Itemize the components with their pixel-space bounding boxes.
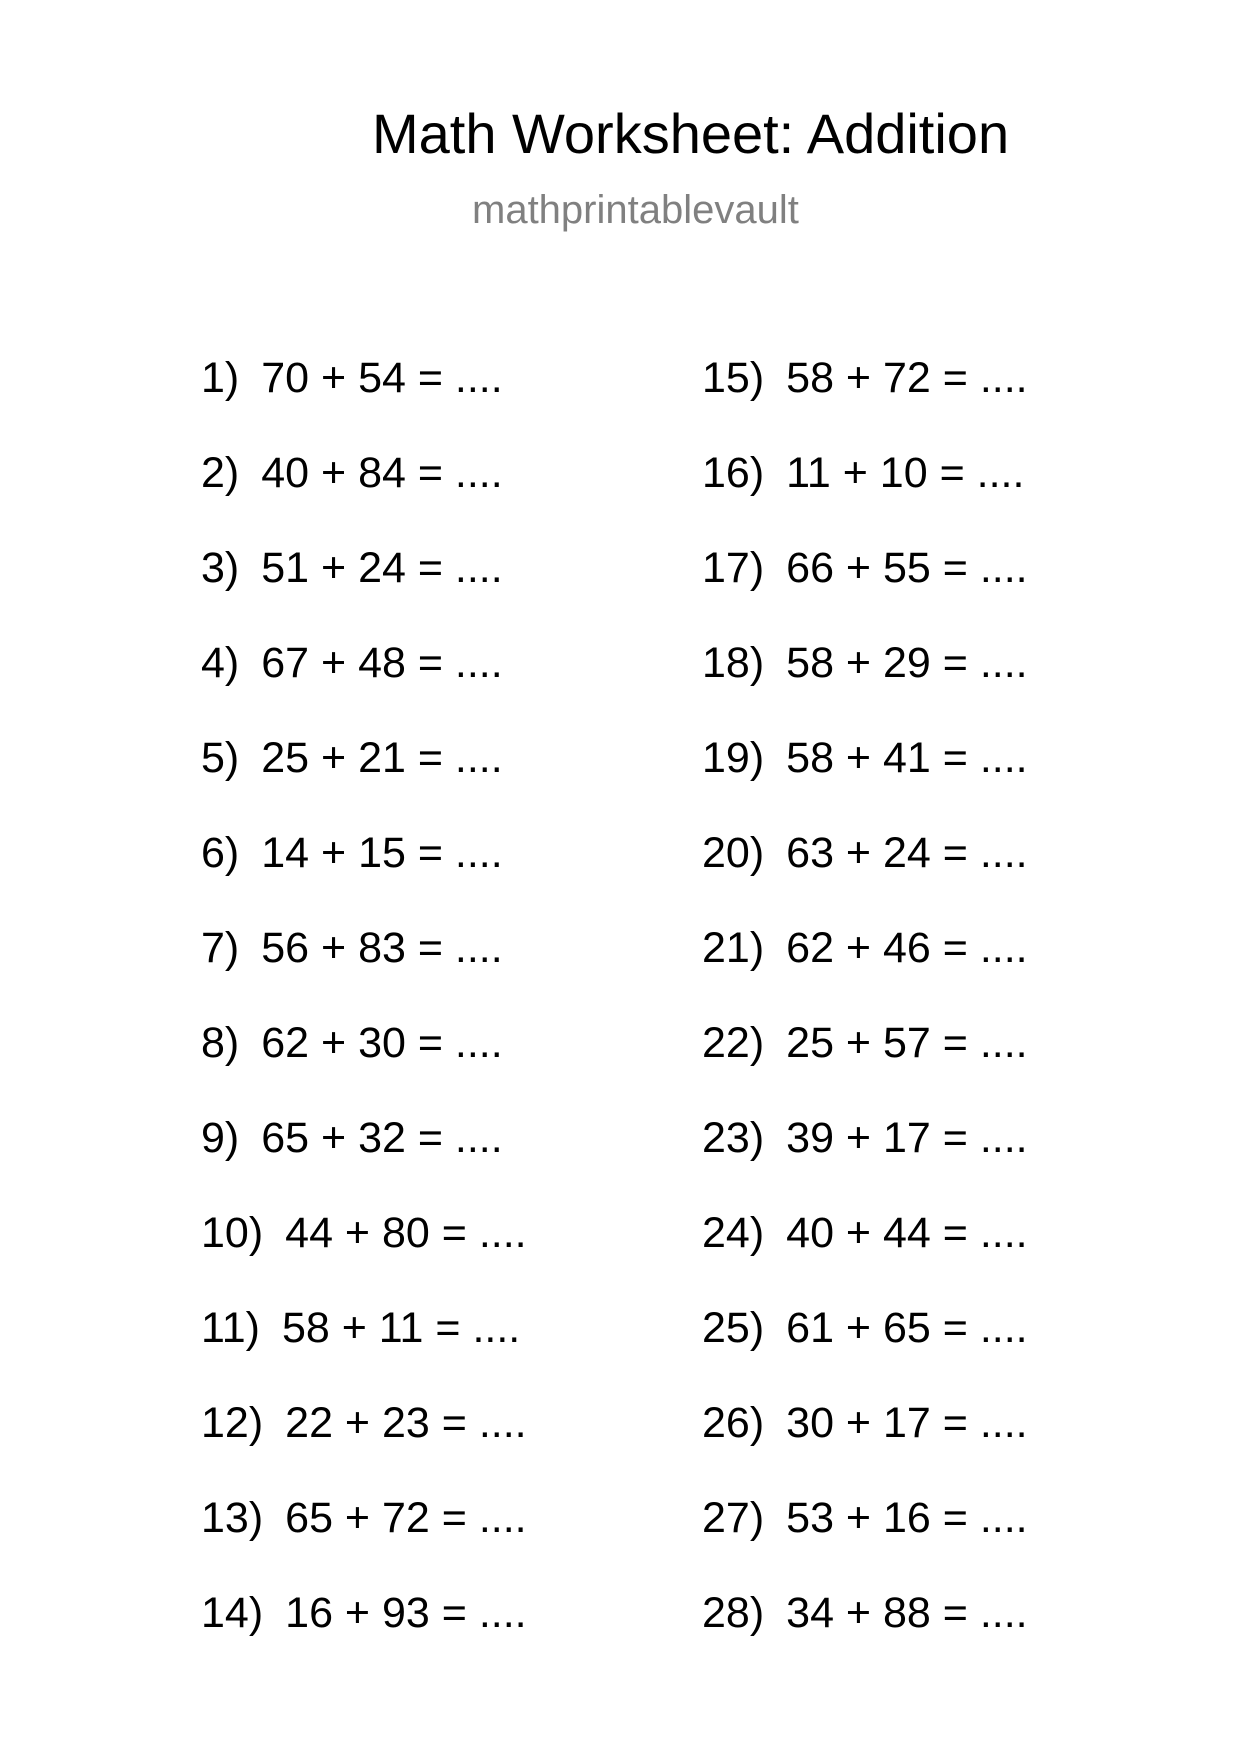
problem-number: 9) (201, 1114, 240, 1162)
problem-number: 8) (201, 1019, 240, 1067)
problem-item (201, 918, 527, 1013)
problem-expression: 16 + 93 = .... (285, 1589, 527, 1637)
problem-number: 6) (201, 829, 240, 877)
problem-number: 25) (702, 1304, 765, 1352)
problem-item (201, 728, 527, 823)
page-title: Math Worksheet: Addition (372, 102, 1010, 165)
problem-number: 28) (702, 1589, 765, 1637)
problem-expression: 25 + 57 = .... (786, 1019, 1028, 1067)
problem-number: 18) (702, 639, 765, 687)
problem-item (702, 1393, 1028, 1488)
problem-number: 24) (702, 1209, 765, 1257)
problem-item (702, 348, 1028, 443)
problem-expression: 63 + 24 = .... (786, 829, 1028, 877)
problem-number: 12) (201, 1399, 264, 1447)
problem-expression: 58 + 72 = .... (786, 354, 1028, 402)
problem-expression: 39 + 17 = .... (786, 1114, 1028, 1162)
problem-item (702, 443, 1028, 538)
problem-expression: 53 + 16 = .... (786, 1494, 1028, 1542)
problem-expression: 44 + 80 = .... (285, 1209, 527, 1257)
problem-item (702, 1013, 1028, 1108)
problem-item (201, 1488, 527, 1583)
problem-number: 20) (702, 829, 765, 877)
problem-number: 23) (702, 1114, 765, 1162)
problem-item (201, 1583, 527, 1678)
problem-expression: 25 + 21 = .... (261, 734, 503, 782)
problem-expression: 14 + 15 = .... (261, 829, 503, 877)
problem-item (201, 348, 527, 443)
problem-number: 15) (702, 354, 765, 402)
problem-number: 17) (702, 544, 765, 592)
problem-item (201, 1393, 527, 1488)
problem-item (702, 1203, 1028, 1298)
problem-expression: 58 + 41 = .... (786, 734, 1028, 782)
problem-number: 4) (201, 639, 240, 687)
problem-number: 19) (702, 734, 765, 782)
problem-number: 27) (702, 1494, 765, 1542)
problem-expression: 56 + 83 = .... (261, 924, 503, 972)
problem-expression: 67 + 48 = .... (261, 639, 503, 687)
problem-expression: 65 + 72 = .... (285, 1494, 527, 1542)
problem-item (702, 823, 1028, 918)
problem-item (702, 538, 1028, 633)
problem-item (702, 1298, 1028, 1393)
problem-item (702, 1488, 1028, 1583)
problems-column-left (201, 348, 527, 1678)
problem-expression: 58 + 11 = .... (281, 1304, 521, 1352)
problem-expression: 62 + 30 = .... (261, 1019, 503, 1067)
problem-expression: 40 + 84 = .... (261, 449, 503, 497)
problem-expression: 34 + 88 = .... (786, 1589, 1028, 1637)
problem-number: 1) (201, 354, 240, 402)
problem-number: 10) (201, 1209, 264, 1257)
problem-item (702, 918, 1028, 1013)
problem-expression: 40 + 44 = .... (786, 1209, 1028, 1257)
problem-number: 14) (201, 1589, 264, 1637)
problem-expression: 70 + 54 = .... (261, 354, 503, 402)
problem-expression: 65 + 32 = .... (261, 1114, 503, 1162)
problem-item (702, 728, 1028, 823)
problems-column-right (702, 348, 1028, 1678)
problem-item (201, 1013, 527, 1108)
problem-item (702, 633, 1028, 728)
problem-number: 5) (201, 734, 240, 782)
problem-item (702, 1108, 1028, 1203)
problem-expression: 61 + 65 = .... (786, 1304, 1028, 1352)
problem-item (702, 1583, 1028, 1678)
problem-item (201, 1203, 527, 1298)
problem-item (201, 1108, 527, 1203)
problem-number: 22) (702, 1019, 765, 1067)
problem-item (201, 538, 527, 633)
problem-expression: 58 + 29 = .... (786, 639, 1028, 687)
problem-item (201, 1298, 527, 1393)
problem-number: 11) (201, 1304, 260, 1352)
problem-expression: 11 + 10 = .... (786, 449, 1025, 497)
problem-number: 7) (201, 924, 240, 972)
problem-item (201, 443, 527, 538)
problem-number: 3) (201, 544, 240, 592)
problem-expression: 22 + 23 = .... (285, 1399, 527, 1447)
problem-number: 13) (201, 1494, 264, 1542)
problem-number: 2) (201, 449, 240, 497)
problem-item (201, 633, 527, 728)
page-subtitle: mathprintablevault (472, 188, 799, 232)
problem-number: 21) (702, 924, 765, 972)
problem-expression: 51 + 24 = .... (261, 544, 503, 592)
problem-number: 26) (702, 1399, 765, 1447)
problem-number: 16) (702, 449, 765, 497)
problem-expression: 66 + 55 = .... (786, 544, 1028, 592)
problem-item (201, 823, 527, 918)
problem-expression: 30 + 17 = .... (786, 1399, 1028, 1447)
problem-expression: 62 + 46 = .... (786, 924, 1028, 972)
